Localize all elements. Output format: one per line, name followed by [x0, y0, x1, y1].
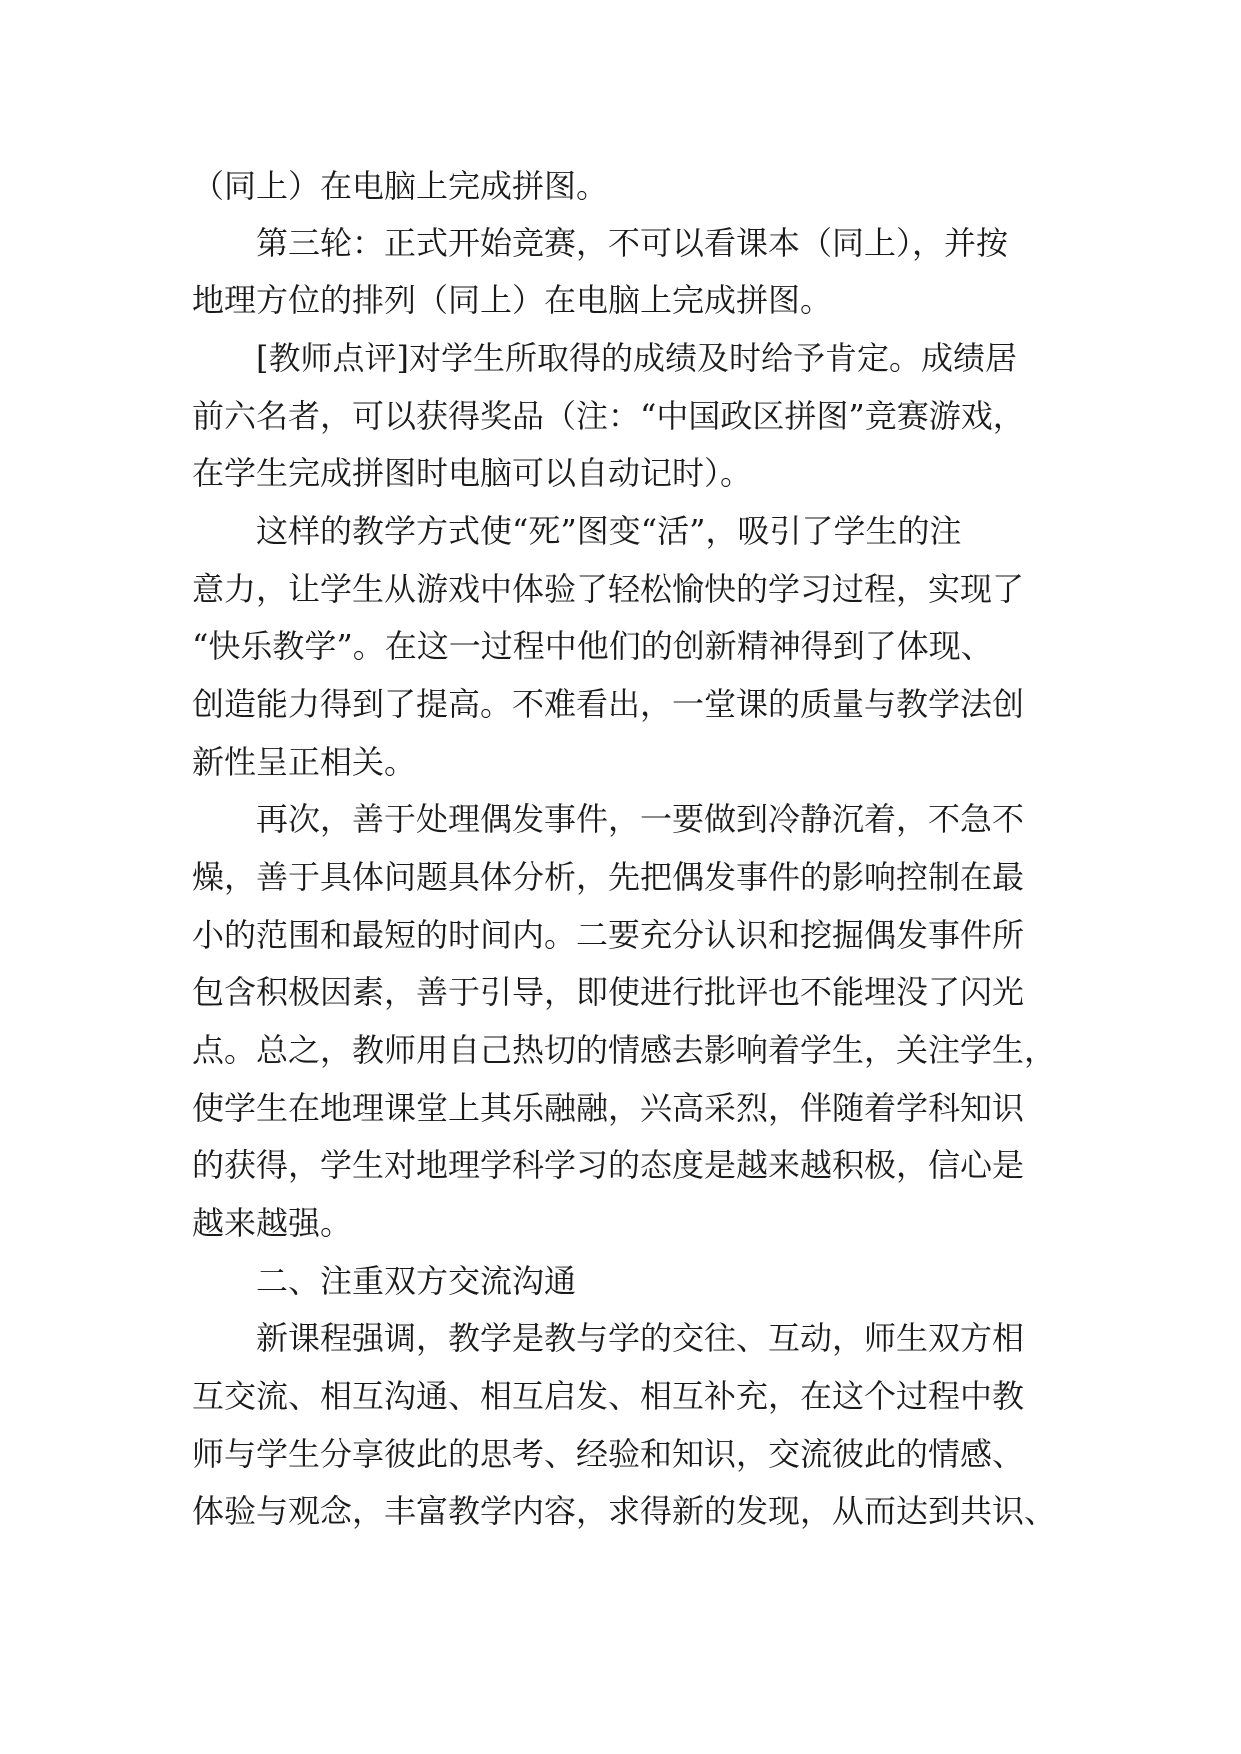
text-line: 再次，善于处理偶发事件，一要做到冷静沉着，不急不 [256, 800, 1025, 838]
text-line: 小的范围和最短的时间内。二要充分认识和挖掘偶发事件所 [192, 916, 1025, 954]
section-heading: 二、注重双方交流沟通 [256, 1262, 577, 1300]
text-line: 使学生在地理课堂上其乐融融，兴高采烈，伴随着学科知识 [192, 1089, 1025, 1127]
text-line: 创造能力得到了提高。不难看出，一堂课的质量与教学法创 [192, 685, 1025, 723]
text-line: 地理方位的排列（同上）在电脑上完成拼图。 [192, 281, 833, 319]
text-line: [教师点评]对学生所取得的成绩及时给予肯定。成绩居 [256, 339, 1017, 377]
text-line: 越来越强。 [192, 1204, 353, 1242]
text-line: 意力，让学生从游戏中体验了轻松愉快的学习过程，实现了 [192, 570, 1025, 608]
text-line: 新性呈正相关。 [192, 743, 417, 781]
text-line: 师与学生分享彼此的思考、经验和知识，交流彼此的情感、 [192, 1435, 1025, 1473]
text-line: 点。总之，教师用自己热切的情感去影响着学生，关注学生， [192, 1031, 1057, 1069]
text-line: 燥，善于具体问题具体分析，先把偶发事件的影响控制在最 [192, 858, 1025, 896]
text-line: 互交流、相互沟通、相互启发、相互补充，在这个过程中教 [192, 1377, 1025, 1415]
text-line: 第三轮：正式开始竞赛，不可以看课本（同上），并按 [256, 224, 1009, 262]
text-line: （同上）在电脑上完成拼图。 [192, 167, 609, 205]
text-line: 体验与观念，丰富教学内容，求得新的发现，从而达到共识、 [192, 1492, 1057, 1530]
text-line: 这样的教学方式使“死”图变“活”，吸引了学生的注 [256, 512, 962, 550]
text-line: 在学生完成拼图时电脑可以自动记时）。 [192, 454, 753, 492]
text-line: 新课程强调，教学是教与学的交往、互动，师生双方相 [256, 1319, 1025, 1357]
text-line: “快乐教学”。在这一过程中他们的创新精神得到了体现、 [192, 627, 993, 665]
text-line: 的获得，学生对地理学科学习的态度是越来越积极，信心是 [192, 1146, 1025, 1184]
text-line: 包含积极因素，善于引导，即使进行批评也不能埋没了闪光 [192, 973, 1025, 1011]
text-line: 前六名者，可以获得奖品（注：“中国政区拼图”竞赛游戏， [192, 397, 1025, 435]
